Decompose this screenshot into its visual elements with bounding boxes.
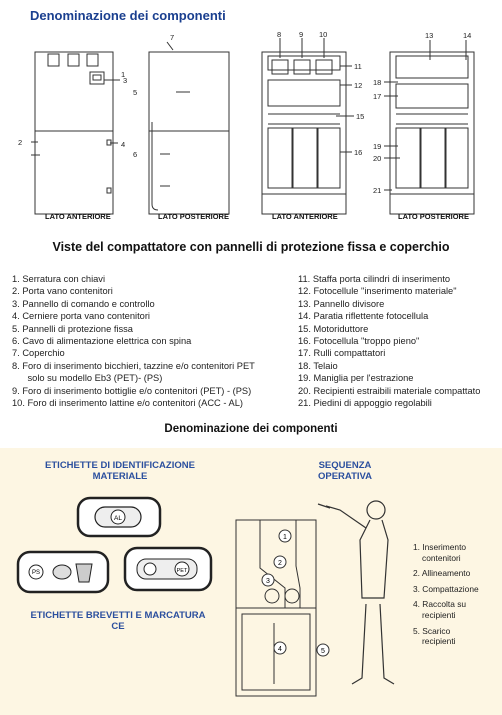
part-number: 19: [373, 142, 382, 151]
part-number: 2: [18, 138, 23, 147]
machine-cutaway: [236, 520, 316, 696]
list-item: 3. Pannello di comando e controllo: [12, 298, 155, 309]
list-item: 19. Maniglia per l'estrazione: [298, 373, 414, 384]
step-marker: 5: [321, 648, 325, 655]
step-item: 3. Compattazione: [413, 583, 479, 594]
labels-title: ETICHETTE DI IDENTIFICAZIONE MATERIALE: [45, 460, 195, 482]
part-number: 4: [121, 140, 126, 149]
rear-view-closed: [149, 42, 229, 214]
list-item: 15. Motoriduttore: [298, 323, 369, 334]
part-number: 12: [354, 81, 363, 90]
list-item: 5. Pannelli di protezione fissa: [12, 323, 133, 334]
step-marker: 4: [278, 646, 282, 653]
part-number: 9: [299, 30, 304, 39]
caption-front-1: LATO ANTERIORE: [45, 212, 111, 221]
part-number: 7: [170, 33, 175, 42]
caption-rear-1: LATO POSTERIORE: [158, 212, 229, 221]
sequence-title: SEQUENZA OPERATIVA: [317, 460, 372, 482]
list-item: 7. Coperchio: [12, 348, 65, 359]
part-number: 1: [121, 70, 126, 79]
operator-figure-icon: [318, 501, 394, 684]
list-item: 2. Porta vano contenitori: [12, 286, 113, 297]
step-marker: 1: [283, 534, 287, 541]
step-item: recipienti: [422, 609, 456, 620]
list-item: 4. Cerniere porta vano contenitori: [12, 311, 150, 322]
part-number: 5: [133, 88, 138, 97]
list-item: 13. Pannello divisore: [298, 298, 385, 309]
part-number: 13: [425, 31, 434, 40]
list-item: 10. Foro di inserimento lattine e/o contenitori (ACC - AL): [12, 398, 243, 409]
part-number: 10: [319, 30, 328, 39]
list-item: 8. Foro di inserimento bicchieri, tazzine e/o contenitori PET: [12, 360, 255, 371]
list-item: 6. Cavo di alimentazione elettrica con spina: [12, 336, 192, 347]
illustration-panel: [0, 448, 502, 715]
caption-rear-2: LATO POSTERIORE: [398, 212, 469, 221]
list-item: 17. Rulli compattatori: [298, 348, 386, 359]
step-marker: 2: [278, 560, 282, 567]
step-item: contenitori: [422, 552, 461, 563]
step-marker: 3: [266, 578, 270, 585]
list-item: 20. Recipienti estraibili materiale compattato: [298, 385, 481, 396]
list-item: 18. Telaio: [298, 360, 338, 371]
caption-front-2: LATO ANTERIORE: [272, 212, 338, 221]
part-number: 6: [133, 150, 138, 159]
front-view-open: [262, 38, 354, 214]
components-list-left: [12, 273, 255, 409]
list-item: 14. Paratia riflettente fotocellula: [298, 311, 429, 322]
list-item: 12. Fotocellule "inserimento materiale": [298, 286, 457, 297]
rear-view-open: [384, 40, 474, 214]
list-item: solo su modello Eb3 (PET)- (PS): [12, 373, 163, 384]
step-item: recipienti: [422, 636, 456, 647]
list-item: 11. Staffa porta cilindri di inserimento: [298, 274, 451, 284]
page-title: Denominazione dei componenti: [30, 8, 226, 23]
step-item: 4. Raccolta su: [413, 599, 467, 610]
front-view-closed: [31, 52, 120, 214]
pet-text: PET: [176, 568, 188, 574]
step-item: 2. Allineamento: [413, 568, 471, 579]
part-number: 17: [373, 92, 382, 101]
compactor-drawings: [0, 28, 502, 228]
sequence-steps: [413, 542, 479, 647]
al-text: AL: [114, 515, 122, 522]
part-number: 8: [277, 30, 282, 39]
step-item: 1. Inserimento: [413, 542, 467, 552]
list-item: 1. Serratura con chiavi: [12, 274, 106, 284]
list-item: 21. Piedini di appoggio regolabili: [298, 398, 432, 409]
list-item: 16. Fotocellula "troppo pieno": [298, 336, 420, 347]
patents-title: ETICHETTE BREVETTI E MARCATURA CE: [30, 610, 206, 632]
section-subtitle: Viste del compattatore con pannelli di protezione fissa e coperchio: [52, 240, 450, 254]
part-number: 15: [356, 112, 365, 121]
ps-text: PS: [31, 570, 41, 576]
part-number: 11: [354, 62, 362, 71]
part-number: 14: [463, 31, 472, 40]
part-number: 21: [373, 186, 382, 195]
components-list-right: [298, 273, 480, 409]
section-title: Denominazione dei componenti: [164, 423, 338, 435]
list-item: 9. Foro di inserimento bottiglie e/o contenitori (PET) - (PS): [12, 385, 252, 396]
step-item: 5. Scarico: [413, 625, 451, 636]
part-number: 20: [373, 154, 382, 163]
part-number: 16: [354, 148, 363, 157]
pet-label-icon: [125, 548, 211, 590]
part-number: 18: [373, 78, 382, 87]
part-number: 3: [123, 76, 128, 85]
